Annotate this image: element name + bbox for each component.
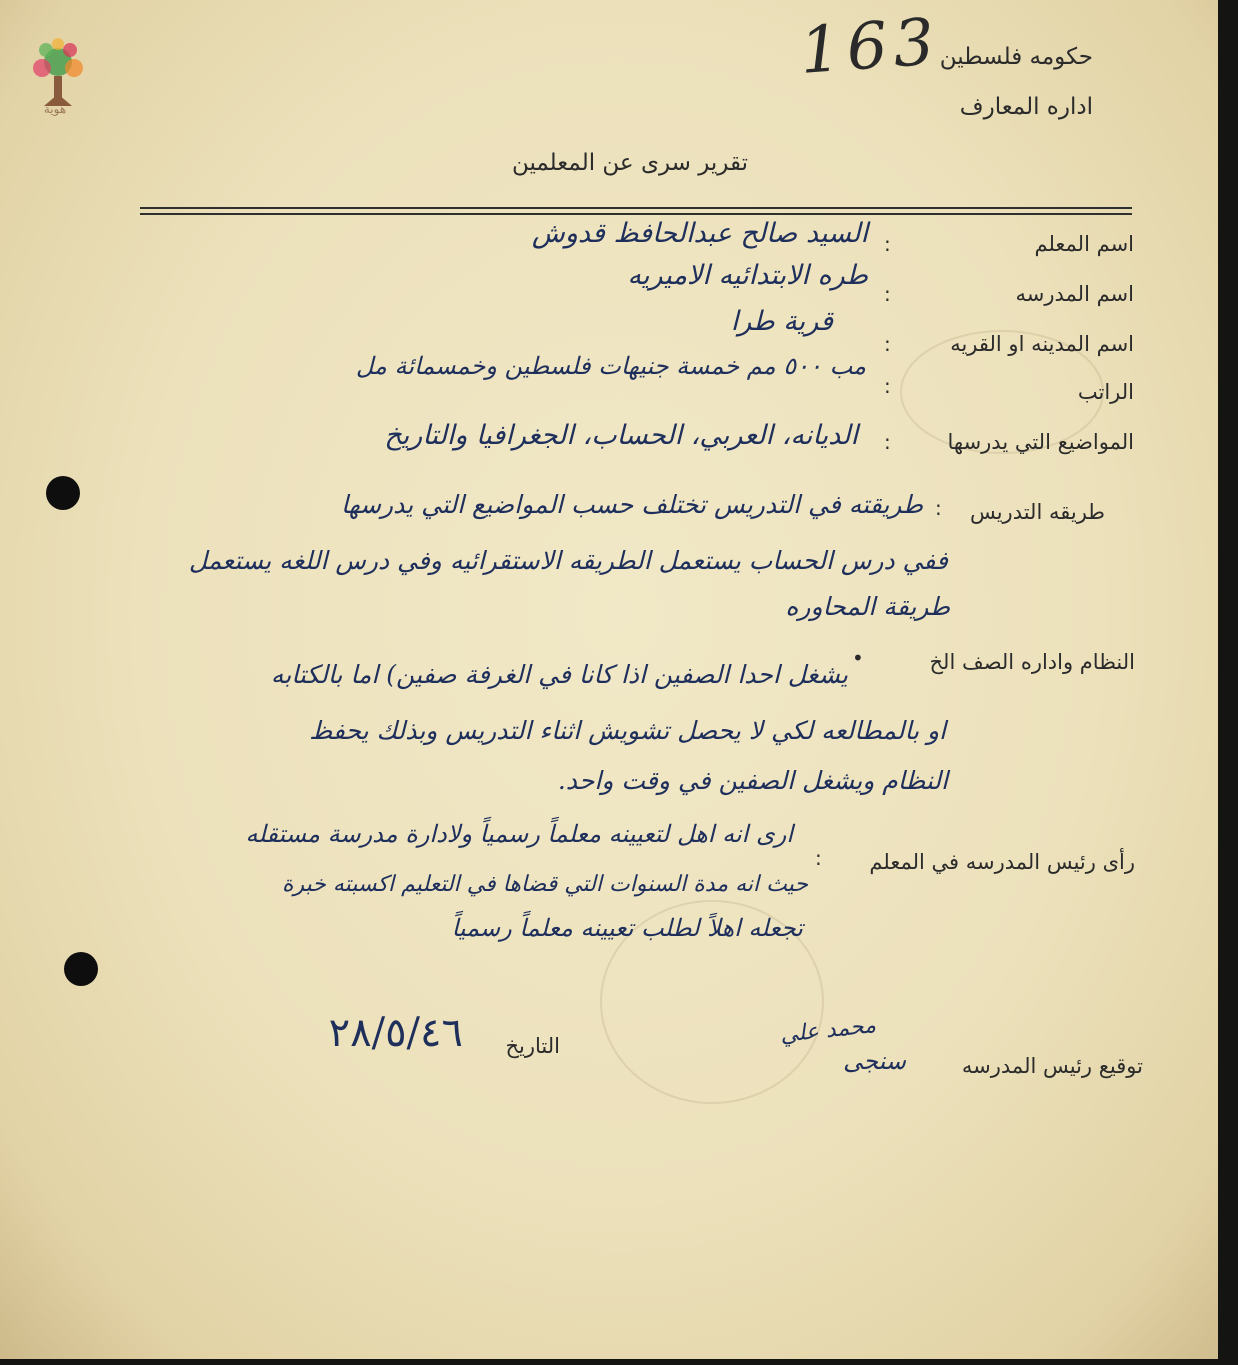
scan-edge bbox=[0, 1359, 1238, 1365]
principal-opinion-line: تجعله اهلاً لطلب تعيينه معلماً رسمياً bbox=[451, 914, 803, 942]
colon: : bbox=[884, 374, 891, 398]
date-label: التاريخ bbox=[505, 1034, 560, 1058]
government-heading: حكومه فلسطين bbox=[939, 44, 1093, 70]
department-heading: اداره المعارف bbox=[959, 94, 1093, 120]
school-name-label: اسم المدرسه bbox=[1015, 282, 1134, 306]
date-value: ٢٨/٥/٤٦ bbox=[328, 1010, 463, 1056]
salary-label: الراتب bbox=[1077, 380, 1134, 404]
colon: : bbox=[884, 282, 891, 306]
subjects-label: المواضيع التي يدرسها bbox=[947, 430, 1134, 454]
discipline-label: النظام واداره الصف الخ bbox=[929, 650, 1135, 674]
archive-logo bbox=[24, 34, 92, 154]
colon: : bbox=[935, 496, 942, 520]
colon: : bbox=[884, 430, 891, 454]
town-name-label: اسم المدينه او القريه bbox=[950, 332, 1134, 356]
principal-opinion-line: حيث انه مدة السنوات التي قضاها في التعليم اكسبته خبرة bbox=[281, 872, 808, 897]
discipline-line: النظام ويشغل الصفين في وقت واحد. bbox=[557, 766, 948, 795]
principal-opinion-line: ارى انه اهل لتعيينه معلماً رسمياً ولادارة مدرسة مستقله bbox=[245, 820, 793, 848]
discipline-line: او بالمطالعه لكي لا يحصل تشويش اثناء التدريس وبذلك يحفظ bbox=[309, 716, 946, 745]
salary-value: مب ٥٠٠ مم خمسة جنيهات فلسطين وخمسمائة مل bbox=[355, 352, 866, 380]
colon: : bbox=[884, 232, 891, 256]
teaching-method-label: طريقه التدريس bbox=[969, 500, 1105, 524]
signature-line: محمد علي bbox=[778, 1013, 878, 1048]
report-title: تقرير سرى عن المعلمين bbox=[511, 150, 749, 176]
teacher-name-label: اسم المعلم bbox=[1034, 232, 1134, 256]
principal-opinion-label: رأى رئيس المدرسه في المعلم bbox=[869, 850, 1135, 874]
town-name-value: قرية طرا bbox=[730, 306, 833, 337]
colon: : bbox=[884, 332, 891, 356]
punch-hole bbox=[64, 952, 98, 986]
punch-hole bbox=[46, 476, 80, 510]
signature-line: سنجى bbox=[843, 1047, 906, 1075]
teacher-name-value: السيد صالح عبدالحافظ قدوش bbox=[531, 218, 868, 249]
subjects-value: الديانه، العربي، الحساب، الجغرافيا والتاريخ bbox=[384, 420, 858, 451]
discipline-line: يشغل احدا الصفين اذا كانا في الغرفة صفين) اما بالكتابه bbox=[270, 660, 848, 689]
principal-signature bbox=[778, 1013, 906, 1075]
colon: : bbox=[815, 846, 822, 870]
folio-number: 163 bbox=[797, 5, 943, 89]
divider-rule bbox=[140, 207, 1132, 209]
teaching-method-line: طريقته في التدريس تختلف حسب المواضيع التي يدرسها bbox=[340, 490, 923, 519]
teaching-method-line: طريقة المحاوره bbox=[785, 592, 950, 621]
divider-rule bbox=[140, 213, 1132, 215]
signature-label: توقيع رئيس المدرسه bbox=[961, 1054, 1143, 1078]
teaching-method-line: ففي درس الحساب يستعمل الطريقه الاستقرائيه وفي درس اللغه يستعمل bbox=[188, 546, 948, 575]
colon: • bbox=[852, 646, 864, 670]
archive-logo-text: هوية bbox=[43, 102, 67, 116]
school-name-value: طره الابتدائيه الاميريه bbox=[627, 260, 868, 291]
scan-edge bbox=[1218, 0, 1238, 1365]
